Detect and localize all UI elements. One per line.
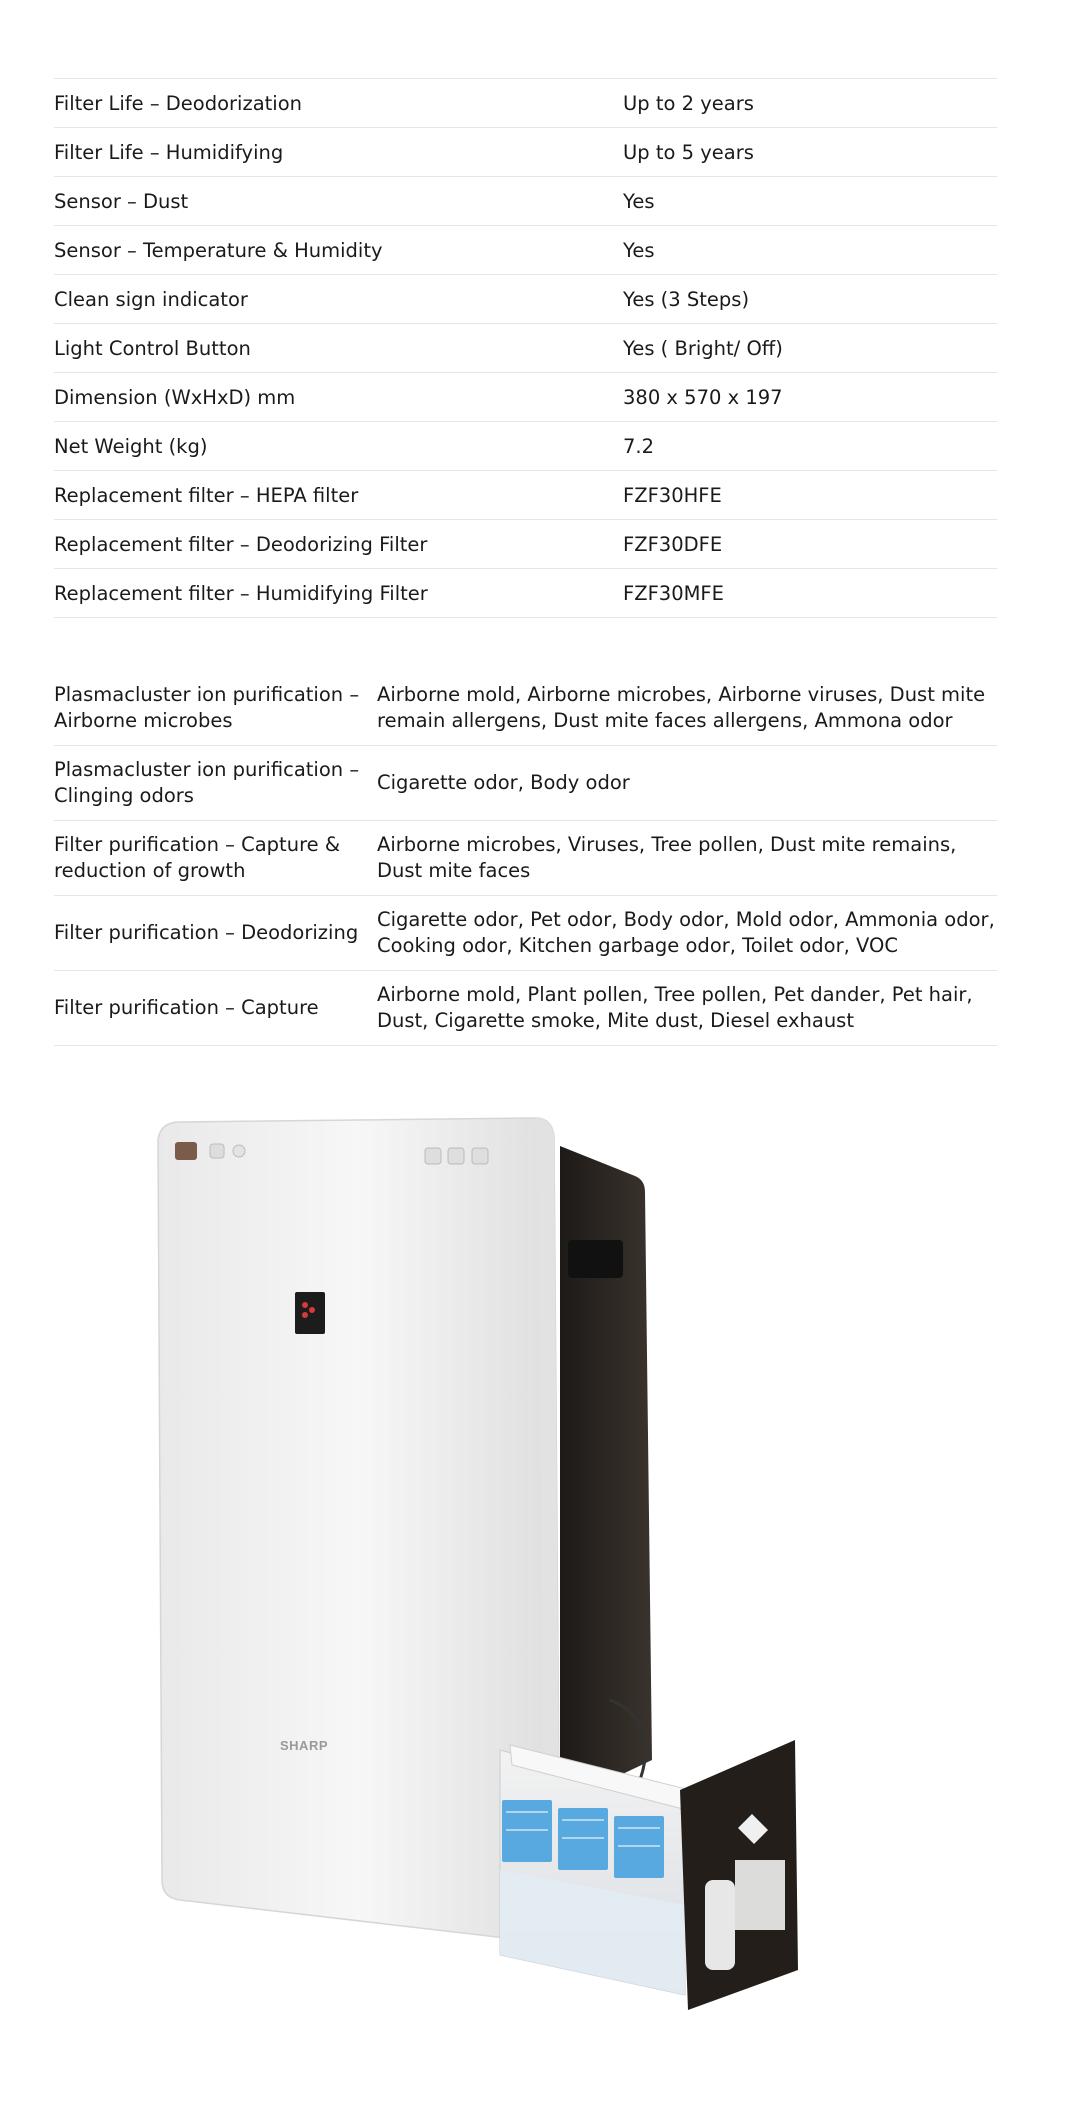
spec-label: Net Weight (kg) [54, 422, 623, 471]
control-button-icon [425, 1148, 441, 1164]
purification-label: Filter purification – Deodorizing [54, 896, 377, 971]
purification-label: Filter purification – Capture & reduction of growth [54, 821, 377, 896]
spec-value: Yes [623, 226, 997, 275]
timer-button-icon [233, 1145, 245, 1157]
spec-value: FZF30DFE [623, 520, 997, 569]
specifications-table [54, 78, 997, 618]
table-row [54, 226, 997, 275]
plasmacluster-logo [295, 1292, 325, 1334]
control-button-icon [448, 1148, 464, 1164]
display-icon [175, 1142, 197, 1160]
spec-label: Filter Life – Humidifying [54, 128, 623, 177]
table-row [54, 971, 997, 1046]
purification-value: Airborne mold, Plant pollen, Tree pollen, Pet dander, Pet hair, Dust, Cigarette smoke, Mite dust, Diesel exhaust [377, 971, 997, 1046]
purification-label: Plasmacluster ion purification – Airborne microbes [54, 671, 377, 746]
spec-value: 7.2 [623, 422, 997, 471]
purification-label: Filter purification – Capture [54, 971, 377, 1046]
table-row [54, 671, 997, 746]
spec-label: Replacement filter – Deodorizing Filter [54, 520, 623, 569]
table-row [54, 520, 997, 569]
spec-value: Yes ( Bright/ Off) [623, 324, 997, 373]
table-row [54, 471, 997, 520]
drawer-handle [705, 1880, 735, 1970]
spec-value: Yes [623, 177, 997, 226]
spec-label: Clean sign indicator [54, 275, 623, 324]
purification-value: Airborne microbes, Viruses, Tree pollen, Dust mite remains, Dust mite faces [377, 821, 997, 896]
spec-label: Light Control Button [54, 324, 623, 373]
spec-value: Yes (3 Steps) [623, 275, 997, 324]
purification-value: Airborne mold, Airborne microbes, Airborne viruses, Dust mite remain allergens, Dust mite faces allergens, Ammona odor [377, 671, 997, 746]
brand-logo: SHARP [280, 1738, 329, 1753]
spec-label: Filter Life – Deodorization [54, 79, 623, 128]
table-row [54, 177, 997, 226]
table-row [54, 569, 997, 618]
table-row [54, 128, 997, 177]
spec-label: Sensor – Temperature & Humidity [54, 226, 623, 275]
purification-table [54, 671, 997, 1046]
table-row [54, 896, 997, 971]
table-row [54, 79, 997, 128]
spec-label: Dimension (WxHxD) mm [54, 373, 623, 422]
table-row [54, 422, 997, 471]
purification-value: Cigarette odor, Body odor [377, 746, 997, 821]
table-row [54, 275, 997, 324]
spec-label: Replacement filter – Humidifying Filter [54, 569, 623, 618]
spec-value: FZF30MFE [623, 569, 997, 618]
mode-button-icon [210, 1144, 224, 1158]
table-row [54, 746, 997, 821]
table-row [54, 821, 997, 896]
table-row [54, 373, 997, 422]
purification-value: Cigarette odor, Pet odor, Body odor, Mold odor, Ammonia odor, Cooking odor, Kitchen garbage odor, Toilet odor, VOC [377, 896, 997, 971]
spec-label: Replacement filter – HEPA filter [54, 471, 623, 520]
table-row [54, 324, 997, 373]
spec-value: FZF30HFE [623, 471, 997, 520]
spec-value: 380 x 570 x 197 [623, 373, 997, 422]
power-button-icon [472, 1148, 488, 1164]
spec-value: Up to 5 years [623, 128, 997, 177]
spec-value: Up to 2 years [623, 79, 997, 128]
air-purifier-product-image [140, 1100, 940, 2050]
spec-label: Sensor – Dust [54, 177, 623, 226]
purification-label: Plasmacluster ion purification – Clinging odors [54, 746, 377, 821]
side-handle [568, 1240, 623, 1278]
